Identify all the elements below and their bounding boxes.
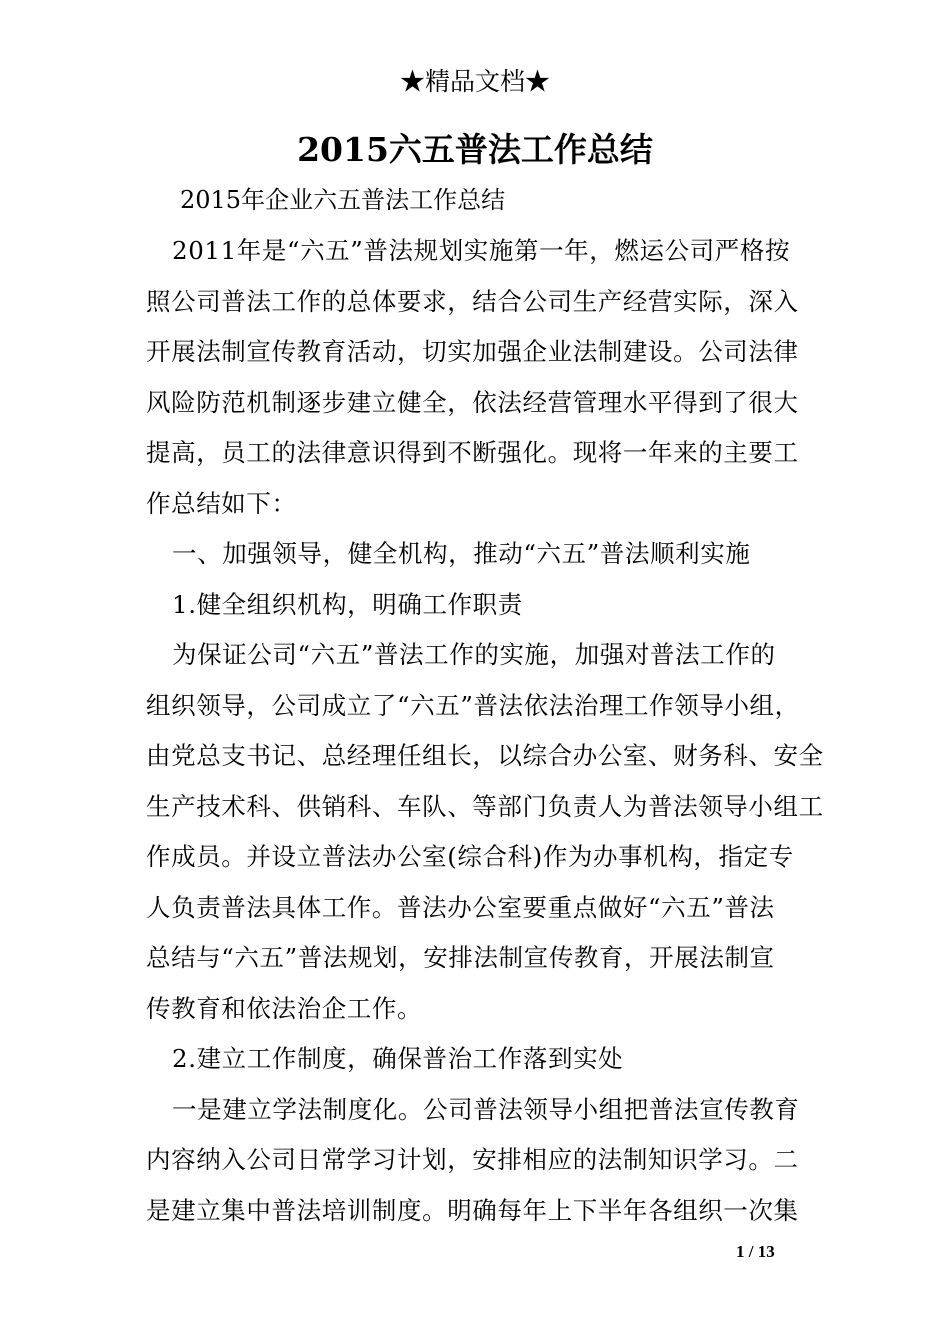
body-line: 传教育和依法治企工作。 [146,993,423,1023]
body-line: 2011年是“六五”普法规划实施第一年，燃运公司严格按 [172,236,791,265]
body-line: 为保证公司“六五”普法工作的实施，加强对普法工作的 [172,640,776,669]
page-header: ★精品文档★ [399,67,550,96]
page-number: 1 / 13 [736,1242,775,1261]
body-line: 生产技术科、供销科、车队、等部门负责人为普法领导小组工 [146,791,824,821]
body-line: 作总结如下： [146,488,297,518]
body-line: 提高，员工的法律意识得到不断强化。现将一年来的主要工 [146,438,799,467]
body-line: 作成员。并设立普法办公室(综合科)作为办事机构，指定专 [146,842,794,871]
body-line: 由党总支书记、总经理任组长，以综合办公室、财务科、安全 [146,741,824,770]
document-title: 2015六五普法工作总结 [297,130,653,169]
body-line: 组织领导，公司成立了“六五”普法依法治理工作领导小组， [146,690,800,720]
subsection-heading: 2.建立工作制度，确保普治工作落到实处 [172,1044,624,1073]
body-line: 照公司普法工作的总体要求，结合公司生产经营实际，深入 [146,286,799,316]
body-line: 开展法制宣传教育活动，切实加强企业法制建设。公司法律 [146,337,799,366]
body-line: 总结与“六五”普法规划，安排法制宣传教育，开展法制宣 [146,943,775,972]
body-line: 内容纳入公司日常学习计划，安排相应的法制知识学习。二 [146,1145,799,1174]
body-line: 是建立集中普法培训制度。明确每年上下半年各组织一次集 [146,1195,799,1225]
section-heading: 一、加强领导，健全机构，推动“六五”普法顺利实施 [172,539,751,568]
document-subtitle: 2015年企业六五普法工作总结 [180,186,506,214]
body-line: 人负责普法具体工作。普法办公室要重点做好“六五”普法 [146,892,775,922]
body-line: 风险防范机制逐步建立健全，依法经营管理水平得到了很大 [146,387,799,417]
document-body [146,230,826,1240]
subsection-heading: 1.健全组织机构，明确工作职责 [172,589,523,619]
body-line: 一是建立学法制度化。公司普法领导小组把普法宣传教育 [172,1094,800,1124]
